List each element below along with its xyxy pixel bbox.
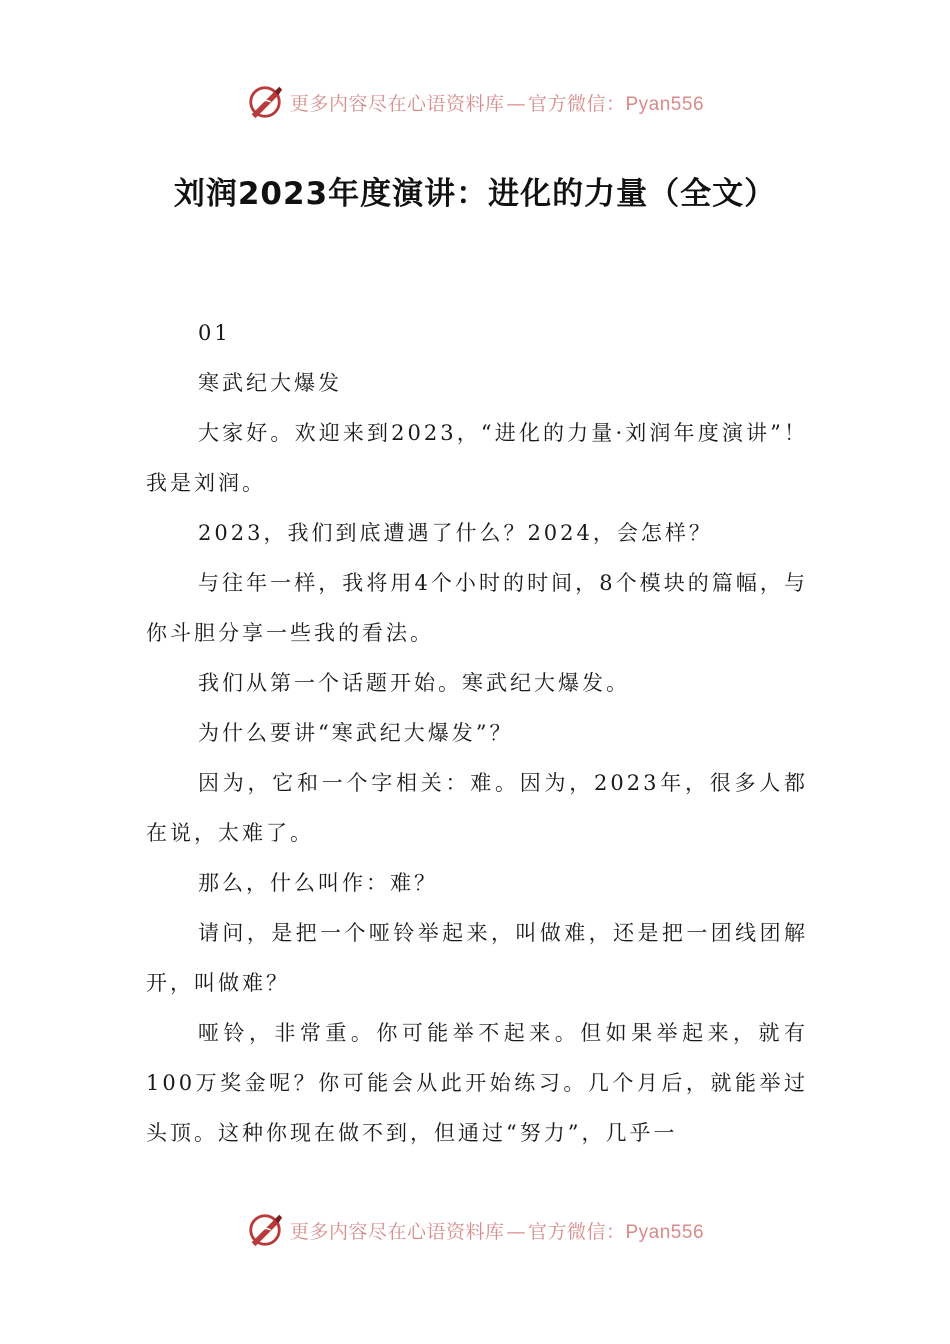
footer-banner-main: 更多内容尽在心语资料库	[289, 1220, 505, 1243]
header-banner-wechat: 官方微信：	[527, 92, 626, 115]
header-banner-text	[290, 89, 704, 116]
document-title: 刘润2023年度演讲：进化的力量（全文）	[173, 176, 777, 212]
paragraph: 2023，我们到底遭遇了什么？2024，会怎样？	[198, 521, 713, 545]
paragraph: 为什么要讲“寒武纪大爆发”？	[198, 721, 514, 745]
pen-logo-icon	[246, 1211, 284, 1249]
section-number: 01	[198, 321, 231, 345]
paragraph: 与往年一样，我将用4个小时的时间，8个模块的篇幅，与你斗胆分享一些我的看法。	[146, 571, 808, 645]
footer-banner-dash: —	[506, 1220, 526, 1243]
paragraph: 我们从第一个话题开始。寒武纪大爆发。	[198, 671, 630, 695]
paragraph: 因为，它和一个字相关：难。因为，2023年，很多人都在说，太难了。	[146, 771, 808, 845]
header-banner	[0, 80, 950, 124]
footer-banner-id: Pyan556	[625, 1221, 705, 1243]
paragraph: 请问，是把一个哑铃举起来，叫做难，还是把一团线团解开，叫做难？	[146, 921, 808, 995]
header-banner-dash: —	[506, 92, 526, 115]
section-heading: 寒武纪大爆发	[198, 371, 342, 395]
header-banner-main: 更多内容尽在心语资料库	[289, 92, 505, 115]
footer-banner	[0, 1208, 950, 1252]
paragraph: 那么，什么叫作：难？	[198, 871, 438, 895]
pen-logo-icon	[246, 83, 284, 121]
header-banner-id: Pyan556	[625, 93, 705, 115]
footer-banner-wechat: 官方微信：	[527, 1220, 626, 1243]
footer-banner-text	[290, 1217, 704, 1244]
paragraph: 哑铃，非常重。你可能举不起来。但如果举起来，就有100万奖金呢？你可能会从此开始练习。几个月后，就能举过头顶。这种你现在做不到，但通过“努力”，几乎一	[146, 1021, 808, 1145]
paragraph: 大家好。欢迎来到2023，“进化的力量·刘润年度演讲”！我是刘润。	[146, 421, 808, 495]
document-body	[146, 308, 808, 1158]
